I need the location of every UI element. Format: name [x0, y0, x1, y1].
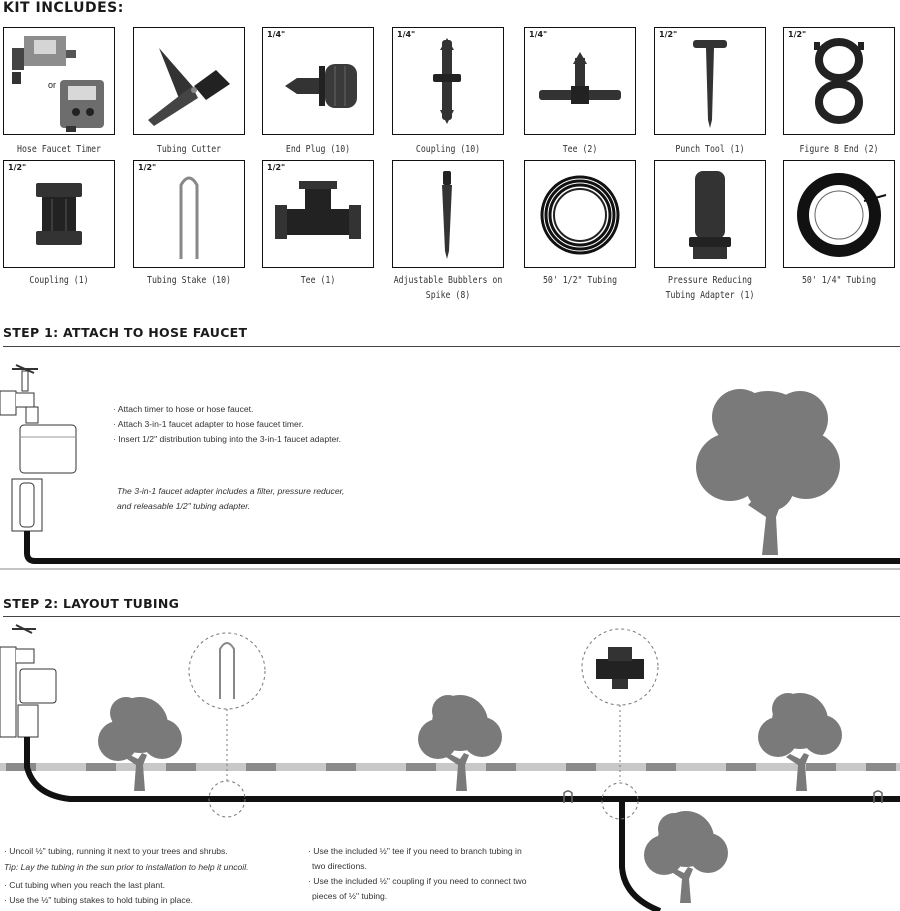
step1-illustration	[0, 347, 900, 572]
kit-card-hose-faucet-timer	[3, 27, 115, 135]
figure-8-end-icon	[784, 28, 894, 134]
stake-callout	[189, 633, 265, 817]
tee-large-icon	[263, 161, 373, 267]
step2-right-line: · Use the included ½" tee if you need to branch tubing in	[308, 846, 522, 856]
hose-timer-icon	[20, 669, 56, 703]
tubing-coil-quarter-icon	[784, 161, 894, 267]
size-label: 1/2"	[8, 163, 27, 172]
step2-left-line: · Cut tubing when you reach the last plant.	[4, 880, 165, 890]
tee-small-icon	[525, 28, 635, 134]
step2-right-line: pieces of ½" tubing.	[312, 891, 388, 901]
kit-card-bubbler-spike	[392, 160, 504, 268]
kit-card-end-plug	[262, 27, 374, 135]
kit-title: KIT INCLUDES:	[3, 0, 124, 16]
kit-caption: Tee (1)	[300, 275, 336, 286]
kit-caption: Punch Tool (1)	[675, 144, 745, 155]
size-label: 1/2"	[267, 163, 286, 172]
step2-title: STEP 2: LAYOUT TUBING	[3, 596, 180, 611]
kit-card-pressure-adapter	[654, 160, 766, 268]
adapter-note-line: The 3-in-1 faucet adapter includes a filter, pressure reducer,	[117, 486, 345, 496]
kit-card-tee-small	[524, 27, 636, 135]
step1-bullet: · Attach 3-in-1 faucet adapter to hose faucet timer.	[113, 419, 304, 429]
step2-tip	[4, 860, 249, 875]
step2-left-line: · Uncoil ½" tubing, running it next to your trees and shrubs.	[4, 846, 228, 856]
tree-icon	[418, 695, 502, 791]
tip-text: Tip: Lay the tubing in the sun prior to installation to help it uncoil.	[4, 862, 249, 872]
kit-caption: End Plug (10)	[285, 144, 351, 155]
kit-caption: Pressure Reducing Tubing Adapter (1)	[665, 275, 755, 301]
step2-right-line: two directions.	[312, 861, 367, 871]
punch-tool-icon	[655, 28, 765, 134]
kit-caption: Figure 8 End (2)	[799, 144, 879, 155]
kit-caption: Adjustable Bubblers on Spike (8)	[393, 275, 503, 301]
tee-callout	[582, 629, 658, 819]
size-label: 1/4"	[267, 30, 286, 39]
hose-timer-icon	[20, 425, 76, 473]
kit-card-tubing-coil-quarter	[783, 160, 895, 268]
step2-right-line: · Use the included ½" coupling if you need to connect two	[308, 876, 527, 886]
size-label: 1/4"	[397, 30, 416, 39]
size-label: 1/2"	[659, 30, 678, 39]
adapter-note-line: and releasable 1/2" tubing adapter.	[117, 501, 251, 511]
kit-card-coupling-small	[392, 27, 504, 135]
tubing-stake-icon	[134, 161, 244, 267]
end-plug-icon	[263, 28, 373, 134]
tree-icon	[696, 389, 840, 555]
kit-card-tubing-stake	[133, 160, 245, 268]
kit-caption: Hose Faucet Timer	[17, 144, 101, 155]
tree-icon	[98, 697, 182, 791]
tree-icon	[758, 693, 842, 791]
kit-card-coupling-large	[3, 160, 115, 268]
kit-card-figure-8-end	[783, 27, 895, 135]
adapter-note	[117, 499, 250, 514]
kit-caption: Coupling (10)	[415, 144, 481, 155]
kit-caption: Coupling (1)	[29, 275, 89, 286]
faucet-icon	[0, 365, 38, 423]
kit-card-tee-large	[262, 160, 374, 268]
size-label: 1/2"	[788, 30, 807, 39]
pressure-adapter-icon	[655, 161, 765, 267]
step1-bullet: · Attach timer to hose or hose faucet.	[113, 404, 254, 414]
adapter-note	[117, 484, 344, 499]
kit-card-tubing-coil-half	[524, 160, 636, 268]
kit-card-tubing-cutter	[133, 27, 245, 135]
size-label: 1/2"	[138, 163, 157, 172]
kit-caption: Tubing Cutter	[156, 144, 222, 155]
tubing-coil-half-icon	[525, 161, 635, 267]
kit-caption: 50' 1/2" Tubing	[542, 275, 618, 286]
coupling-small-icon	[393, 28, 503, 134]
tubing-cutter-icon	[134, 28, 244, 134]
size-label: 1/4"	[529, 30, 548, 39]
faucet-adapter-icon	[18, 705, 38, 737]
bubbler-spike-icon	[393, 161, 503, 267]
kit-caption: Tubing Stake (10)	[147, 275, 231, 286]
kit-caption: Tee (2)	[562, 144, 598, 155]
hose-faucet-timer-icon	[4, 28, 114, 134]
kit-card-punch-tool	[654, 27, 766, 135]
kit-caption: 50' 1/4" Tubing	[801, 275, 877, 286]
tree-icon	[644, 811, 728, 903]
or-label: or	[48, 80, 57, 90]
step2-left-line: · Use the ½" tubing stakes to hold tubing in place.	[4, 895, 193, 905]
step1-bullet: · Insert 1/2" distribution tubing into the 3-in-1 faucet adapter.	[113, 434, 342, 444]
faucet-adapter-icon	[12, 479, 42, 531]
step1-title: STEP 1: ATTACH TO HOSE FAUCET	[3, 325, 248, 340]
coupling-large-icon	[4, 161, 114, 267]
